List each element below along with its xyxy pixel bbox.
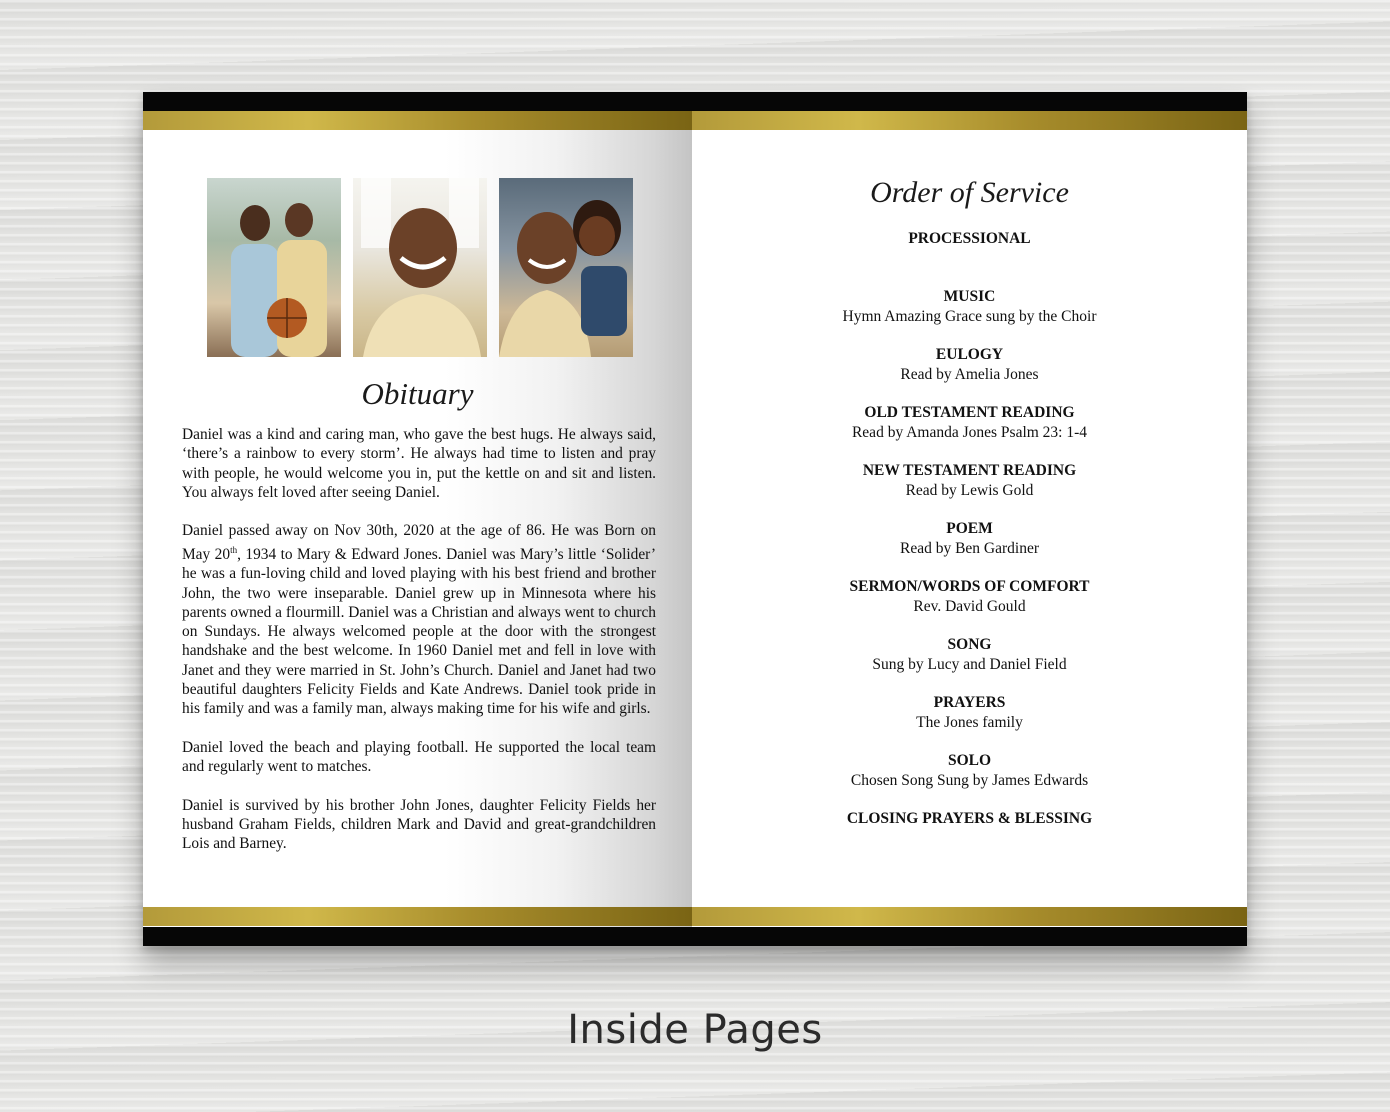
brochure-spread <box>143 92 1247 946</box>
service-list <box>692 229 1247 867</box>
service-item: CLOSING PRAYERS & BLESSING <box>846 810 1093 827</box>
top-gold-bar <box>692 111 1247 130</box>
top-gold-bar <box>143 111 692 130</box>
obituary-text <box>182 425 656 873</box>
bottom-gold-bar <box>692 907 1247 926</box>
service-item: POEM Read by Ben Gardiner <box>899 520 1040 557</box>
bottom-gold-bar <box>143 907 692 926</box>
man-portrait-photo <box>353 178 487 357</box>
service-item: PRAYERS The Jones family <box>916 694 1023 731</box>
service-item: SONG Sung by Lucy and Daniel Field <box>872 636 1067 673</box>
service-item: MUSIC Hymn Amazing Grace sung by the Choir <box>842 288 1097 325</box>
top-black-bar <box>143 92 692 111</box>
bottom-black-bar <box>692 927 1247 946</box>
man-and-child-photo <box>499 178 633 357</box>
service-item: SOLO Chosen Song Sung by James Edwards <box>850 752 1089 789</box>
obituary-paragraph: Daniel is survived by his brother John Jones, daughter Felicity Fields her husband Graham Fields, children Mark and David and great-grandchildren Lois and Barney. <box>182 796 656 853</box>
obituary-paragraph: Daniel passed away on Nov 30th, 2020 at the age of 86. He was Born on May 20th, 1934 to Mary & Edward Jones. Daniel was Mary’s little ‘Solider’ he was a fun-loving child and loved playing with his best friend and brother John, the two were inseparable. Daniel grew up in Minnesota where his parents owned a flourmill. Daniel was a Christian and always went to church on Sundays. He always welcomed people at the door with the strongest handshake and the best welcome. In 1960 Daniel met and fell in love with Janet and they were married in St. John’s Church. Daniel and Janet had two beautiful daughters Felicity Fields and Kate Andrews. Daniel took pride in his family and was a family man, always making time for his wife and girls. <box>182 522 656 718</box>
order-of-service-title: Order of Service <box>870 176 1069 209</box>
service-item: NEW TESTAMENT READING Read by Lewis Gold <box>862 462 1077 499</box>
obituary-paragraph: Daniel was a kind and caring man, who gave the best hugs. He always said, ‘there’s a rainbow to every storm’. He always had time to listen and pray with people, he would welcome you in, put the kettle on and sit and listen. You always felt loved after seeing Daniel. <box>182 426 656 501</box>
caption: Inside Pages <box>567 1007 823 1053</box>
left-page <box>143 92 692 946</box>
couple-photo <box>207 178 341 357</box>
bottom-black-bar <box>143 927 692 946</box>
obituary-title: Obituary <box>361 376 474 411</box>
photo-strip <box>207 178 635 357</box>
obituary-paragraph: Daniel loved the beach and playing football. He supported the local team and regularly went to matches. <box>182 738 656 776</box>
service-item: PROCESSIONAL <box>908 230 1031 247</box>
right-page <box>692 92 1247 946</box>
top-black-bar <box>692 92 1247 111</box>
service-item: SERMON/WORDS OF COMFORT Rev. David Gould <box>849 578 1090 615</box>
service-item: OLD TESTAMENT READING Read by Amanda Jones Psalm 23: 1-4 <box>851 404 1088 441</box>
service-item: EULOGY Read by Amelia Jones <box>900 346 1039 383</box>
